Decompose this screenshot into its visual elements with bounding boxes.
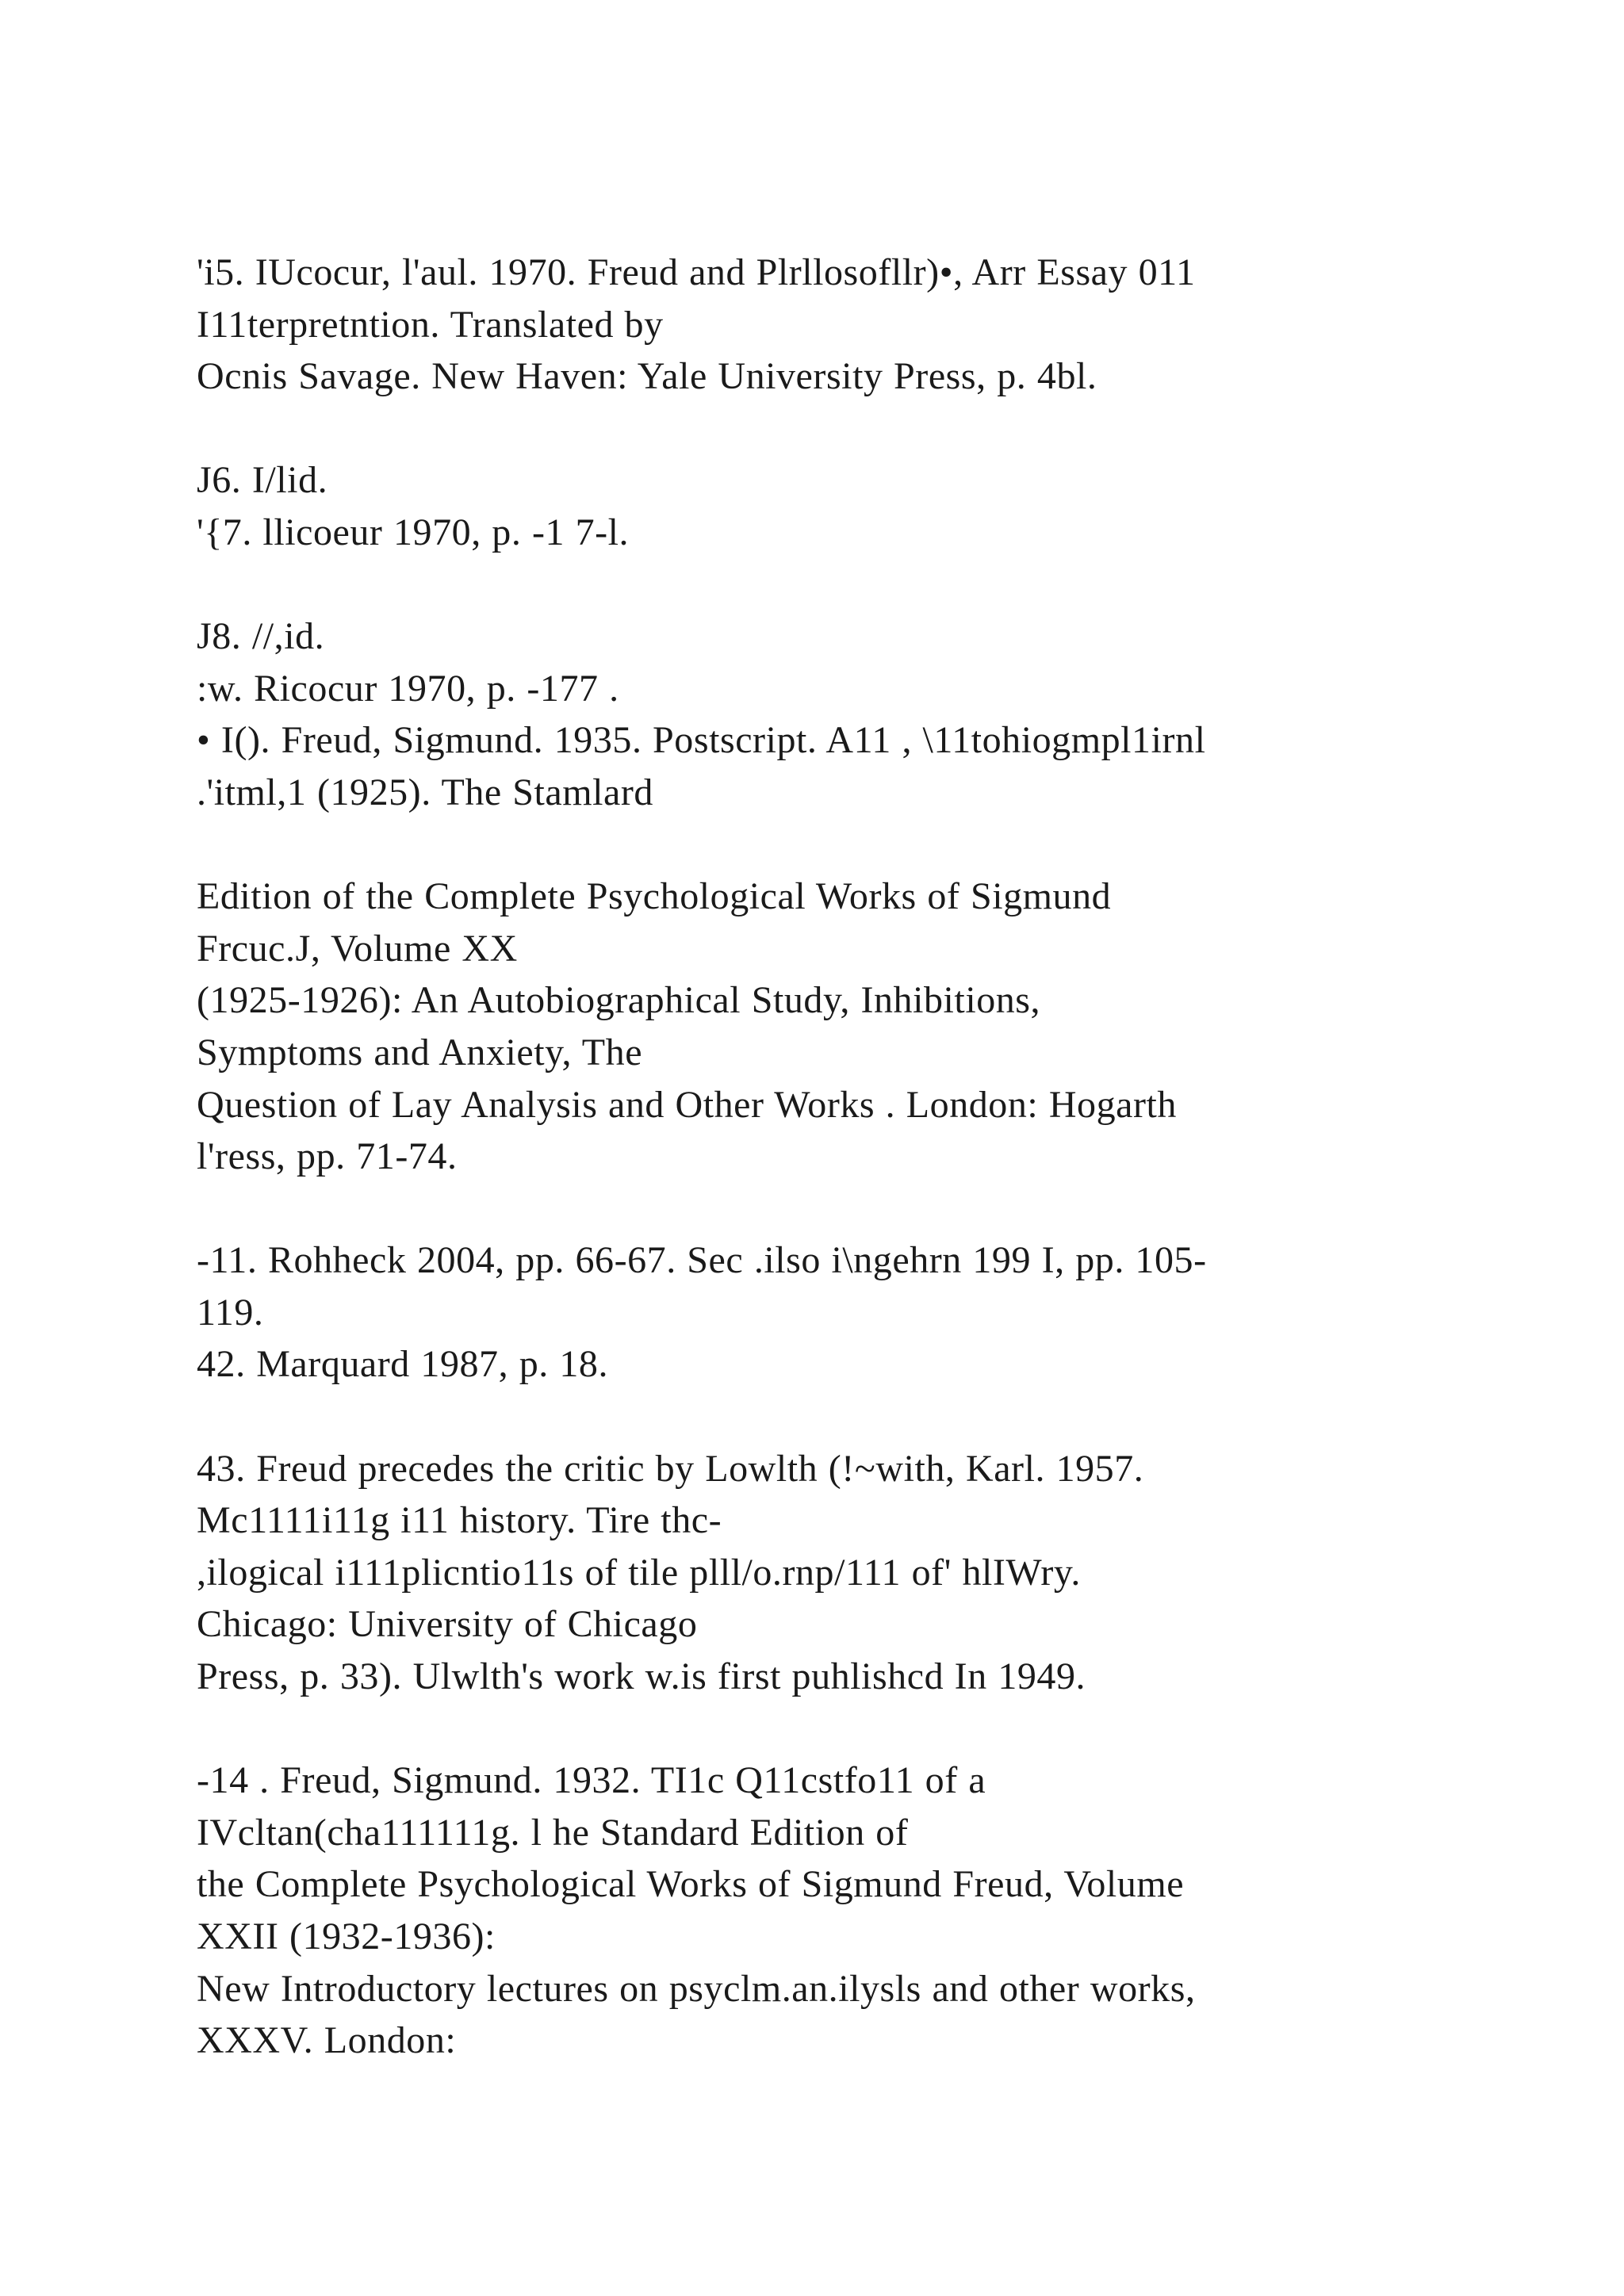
text-line: ,ilogical i111plicntio11s of tile plll/o.rnp/111 of' hlIWry. <box>197 1551 1081 1594</box>
text-line: Mc1111i11g i11 history. Tire thc- <box>197 1499 722 1542</box>
blank-line <box>197 1183 1561 1235</box>
text-line: I11terpretntion. Translated by <box>197 303 664 346</box>
text-line: XXII (1932-1936): <box>197 1915 496 1957</box>
text-line: '{7. llicoeur 1970, p. -1 7-l. <box>197 511 630 553</box>
text-line: -11. Rohheck 2004, pp. 66-67. Sec .ilso i\ngehrn 199 I, pp. 105- <box>197 1239 1207 1282</box>
blank-line <box>197 1703 1561 1755</box>
text-line: 'i5. IUcocur, l'aul. 1970. Freud and Plrllosofllr)•, Arr Essay 011 <box>197 251 1196 293</box>
text-line: • I(). Freud, Sigmund. 1935. Postscript. A11 , \11tohiogmpl1irnl <box>197 719 1206 762</box>
text-line: New Introductory lectures on psyclm.an.ilysls and other works, <box>197 1967 1196 2010</box>
text-line: 42. Marquard 1987, p. 18. <box>197 1343 609 1386</box>
text-line: Press, p. 33). Ulwlth's work w.is first puhlishcd In 1949. <box>197 1655 1086 1698</box>
text-line: Symptoms and Anxiety, The <box>197 1031 643 1073</box>
blank-line <box>197 819 1561 871</box>
text-line: 43. Freud precedes the critic by Lowlth (!~with, Karl. 1957. <box>197 1447 1144 1490</box>
blank-line <box>197 403 1561 455</box>
blank-line <box>197 1391 1561 1443</box>
text-line: .'itml,1 (1925). The Stamlard <box>197 771 653 813</box>
text-line: Question of Lay Analysis and Other Works . London: Hogarth <box>197 1083 1177 1126</box>
text-line: (1925-1926): An Autobiographical Study, Inhibitions, <box>197 979 1041 1022</box>
text-line: XXXV. London: <box>197 2019 457 2062</box>
text-line: IVcltan(cha111111g. l he Standard Edition of <box>197 1811 909 1854</box>
text-line: -14 . Freud, Sigmund. 1932. TI1c Q11cstfo11 of a <box>197 1759 986 1802</box>
blank-line <box>197 559 1561 611</box>
notes-text-block <box>197 247 1561 2067</box>
text-line: Ocnis Savage. New Haven: Yale University Press, p. 4bl. <box>197 355 1097 398</box>
text-line: Frcuc.J, Volume XX <box>197 927 518 970</box>
text-line: Chicago: University of Chicago <box>197 1603 698 1646</box>
text-line: the Complete Psychological Works of Sigmund Freud, Volume <box>197 1863 1185 1906</box>
text-line: J6. I/lid. <box>197 459 328 502</box>
text-line: Edition of the Complete Psychological Works of Sigmund <box>197 875 1112 918</box>
text-line: 119. <box>197 1291 264 1334</box>
text-line: l'ress, pp. 71-74. <box>197 1135 458 1178</box>
text-line: J8. //,id. <box>197 615 325 658</box>
text-line: :w. Ricocur 1970, p. -177 . <box>197 667 619 710</box>
